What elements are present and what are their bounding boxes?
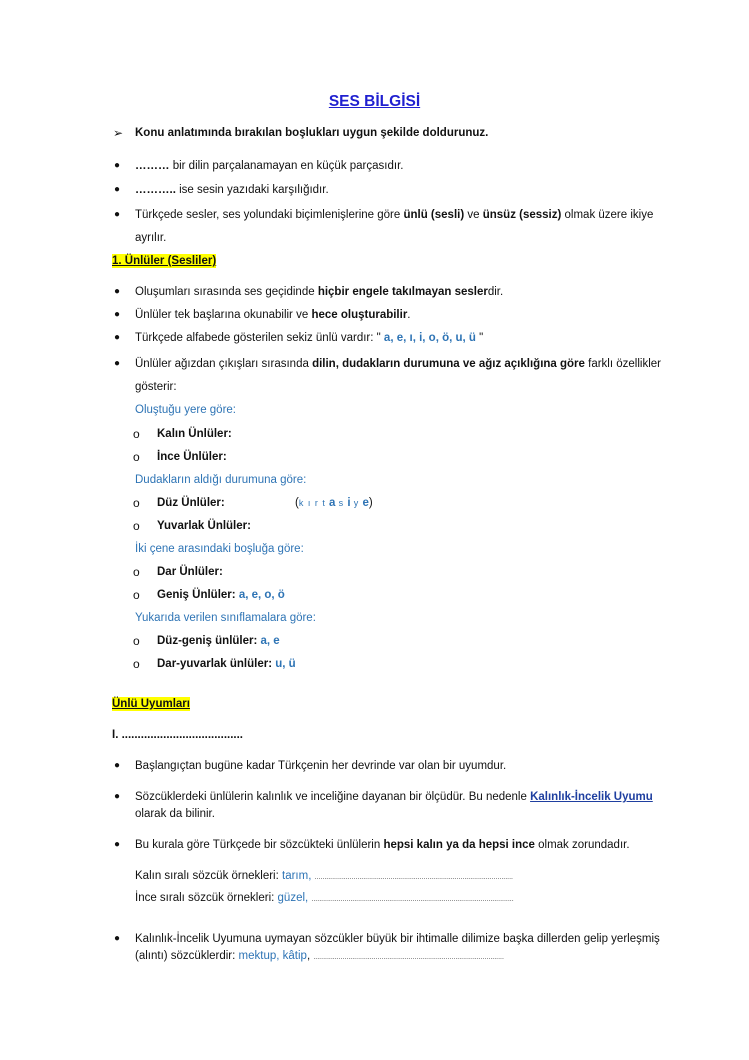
unlu-bullet-4-line2: gösterir: xyxy=(135,381,177,393)
bullet-icon: ● xyxy=(114,184,121,195)
sub-bullet-icon: o xyxy=(133,496,140,510)
unlu-bullet-2: Ünlüler tek başlarına okunabilir ve hece oluşturabilir. xyxy=(135,309,411,321)
sub-bullet-icon: o xyxy=(133,565,140,579)
bullet-icon: ● xyxy=(114,358,121,369)
sub-bullet-icon: o xyxy=(133,450,140,464)
item-dar-yuvarlak: Dar-yuvarlak ünlüler: u, ü xyxy=(157,658,296,670)
mnemonic-kirtasiye: (k ı r t a s i y e) xyxy=(295,497,373,509)
sub-bullet-icon: o xyxy=(133,519,140,533)
group-label-dudak: Dudakların aldığı durumuna göre: xyxy=(135,474,307,486)
arrow-bullet-icon: ➢ xyxy=(113,126,124,140)
intro-bullet-1: ……… bir dilin parçalanamayan en küçük parçasıdır. xyxy=(135,160,404,172)
uyum-bullet-1: Başlangıçtan bugüne kadar Türkçenin her devrinde var olan bir uyumdur. xyxy=(135,760,507,772)
item-ince-unluler: İnce Ünlüler: xyxy=(157,451,227,463)
group-label-yer: Oluştuğu yere göre: xyxy=(135,404,237,416)
bullet-icon: ● xyxy=(114,839,121,850)
bullet-icon: ● xyxy=(114,791,121,802)
section-heading-unlu-uyumlari: Ünlü Uyumları xyxy=(112,698,190,710)
item-duz-unluler: Düz Ünlüler: xyxy=(157,497,225,509)
roman-heading-blank: I. ...................................... xyxy=(112,729,243,741)
section-heading-unluler: 1. Ünlüler (Sesliler) xyxy=(112,255,217,267)
bullet-icon: ● xyxy=(114,332,121,343)
example-kalin: Kalın sıralı sözcük örnekleri: tarım, ...................................................................................................... xyxy=(135,870,513,882)
bullet-icon: ● xyxy=(114,209,121,220)
item-duz-genis: Düz-geniş ünlüler: a, e xyxy=(157,635,280,647)
unlu-bullet-4: Ünlüler ağızdan çıkışları sırasında dilin, dudakların durumuna ve ağız açıklığına göre farklı özellikler xyxy=(135,358,661,370)
item-genis-unluler: Geniş Ünlüler: a, e, o, ö xyxy=(157,589,285,601)
kalinlik-incelik-link[interactable]: Kalınlık-İncelik Uyumu xyxy=(530,791,653,803)
group-label-cene: İki çene arasındaki boşluğa göre: xyxy=(135,543,304,555)
uyum-bullet-3: Bu kurala göre Türkçede bir sözcükteki ünlülerin hepsi kalın ya da hepsi ince olmak zorundadır. xyxy=(135,839,630,851)
sub-bullet-icon: o xyxy=(133,427,140,441)
sub-bullet-icon: o xyxy=(133,588,140,602)
uyum-bullet-2-line2: olarak da bilinir. xyxy=(135,808,215,820)
item-yuvarlak-unluler: Yuvarlak Ünlüler: xyxy=(157,520,251,532)
uyum-bullet-4: Kalınlık-İncelik Uyumuna uymayan sözcükler büyük bir ihtimalle dilimize başka dillerden gelip yerleşmiş xyxy=(135,933,660,945)
item-kalin-unluler: Kalın Ünlüler: xyxy=(157,428,232,440)
intro-bullet-3-line2: ayrılır. xyxy=(135,232,167,244)
instruction-text: Konu anlatımında bırakılan boşlukları uygun şekilde doldurunuz. xyxy=(135,127,489,139)
intro-bullet-2: ……….. ise sesin yazıdaki karşılığıdır. xyxy=(135,184,329,196)
bullet-icon: ● xyxy=(114,309,121,320)
uyum-bullet-2: Sözcüklerdeki ünlülerin kalınlık ve inceliğine dayanan bir ölçüdür. Bu nedenle Kalınlık-İncelik Uyumu xyxy=(135,791,653,803)
bullet-icon: ● xyxy=(114,286,121,297)
item-dar-unluler: Dar Ünlüler: xyxy=(157,566,223,578)
bullet-icon: ● xyxy=(114,933,121,944)
uyum-bullet-4-line2: (alıntı) sözcüklerdir: mektup, kâtip, .................................................................................................. xyxy=(135,950,504,962)
group-label-siniflama: Yukarıda verilen sınıflamalara göre: xyxy=(135,612,316,624)
unlu-bullet-3: Türkçede alfabede gösterilen sekiz ünlü vardır: " a, e, ı, i, o, ö, u, ü " xyxy=(135,332,484,344)
unlu-bullet-1: Oluşumları sırasında ses geçidinde hiçbir engele takılmayan seslerdir. xyxy=(135,286,504,298)
intro-bullet-3: Türkçede sesler, ses yolundaki biçimlenişlerine göre ünlü (sesli) ve ünsüz (sessiz) olmak üzere ikiye xyxy=(135,209,654,221)
bullet-icon: ● xyxy=(114,160,121,171)
example-ince: İnce sıralı sözcük örnekleri: güzel, ........................................................................................................ xyxy=(135,892,514,904)
sub-bullet-icon: o xyxy=(133,634,140,648)
sub-bullet-icon: o xyxy=(133,657,140,671)
bullet-icon: ● xyxy=(114,760,121,771)
page-title: SES BİLGİSİ xyxy=(328,93,421,110)
